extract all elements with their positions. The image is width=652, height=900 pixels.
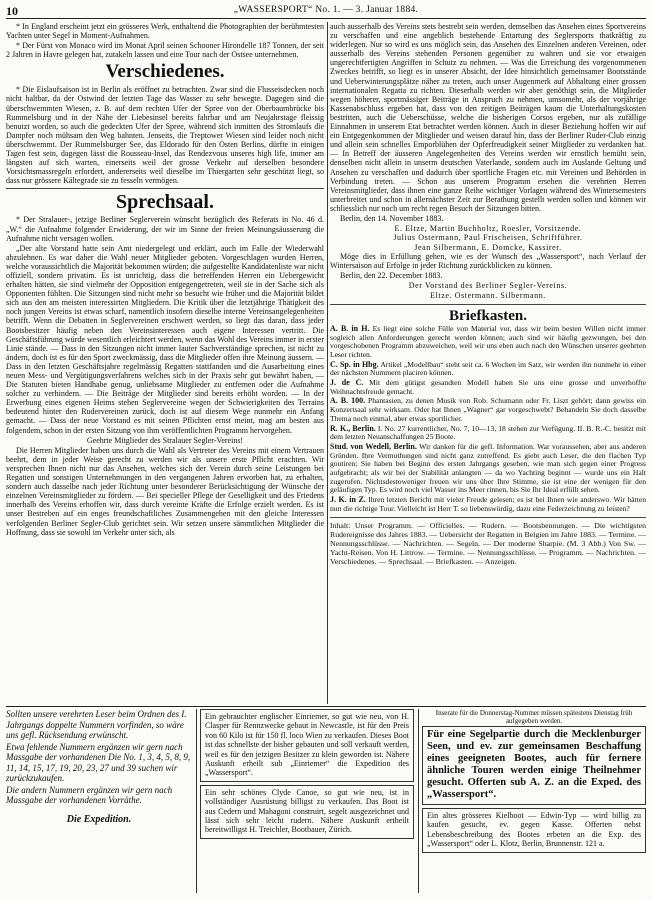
letter-text: Phantasien, zu denen Musik von Rob. Schumann oder Fr. Liszt gehört; dann gewiss ein Konzertsaal sehr wirksam. Oder hat Ihnen „Wagner“ gar vorgeschwebt? Behandeln Sie doch dasselbe Thema noch einmal, aber etwas sportlicher.: [330, 396, 646, 423]
ad-text: Ein sehr schönes Clyde Canoe, so gut wie neu, ist in vollständiger Ausrüstung billigst zu verkaufen. Das Boot ist aus Cedern und Mahagoni construirt, segelt ausgezeichnet und lässt sich sehr leicht rudern. Nähere Auskunft ertheilt bereitwilligst H. Treichler, Bootbauer, Zürich.: [205, 787, 409, 835]
signature-line: Jean Silbermann, E. Domcke, Kassirer.: [414, 242, 562, 252]
letter-item: [330, 325, 646, 360]
letter-text: Es liegt eine solche Fülle von Material vor, dass wir beim besten Willen nicht immer sogleich allen Anforderungen gerecht werden können; auch sind wir häufig gezwungen, bei den vorgeschobenen Programm abzuweichen, weil wir uns eben auch nach den Wünschen unserer geehrten Leser richten.: [330, 323, 646, 359]
salutation: Geehrte Mitglieder des Stralauer Segler-Vereins!: [86, 435, 244, 445]
article-paragraph: Die Herren Mitglieder haben uns durch die Wahl als Vertreter des Vereins mit einem Vertrauen beehrt, dem in jeder Weise gerecht zu werden wir als unsere erste Pflicht erachten. Wir versprechen Ihnen nicht nur das Ansehen, welches sich der Verein durch seine Leistungen bei Regatten und sonstigen Unternehmungen in den vergangenen Jahren erworben hat, zu erhalten, sondern auch dasselbe nach jeder Richtung unter besonderer Berücksichtigung der Wünsche der einzelnen Vereinsmitglieder zu fördern. — Bei specieller Pflege der Geselligkeit und des Friedens innerhalb des Vereins erhoffen wir, dass durch vereinte Kräfte die Erfolge erzielt werden. Es ist unser Bestreben auf ein enges freundschaftliches Zusammengehen mit den gleiche Interessen verfolgenden Berliner Segler-Club gerichtet sein. Wir setzen unsere sämmtlichen Mitglieder die Hoffnung, dass sie sowohl im Verkehr unter sich, als: [6, 445, 324, 537]
news-item: * In England erscheint jetzt ein grösseres Werk, enthaltend die Photographien der berühmtesten Yachten unter Segel in Moment-Aufnahmen.: [6, 22, 324, 41]
ad-segelpartie: [422, 726, 646, 805]
article-paragraph: * Der Stralauer-, jetzige Berliner Seglerverein wünscht bezüglich des Referats in No. 46 d. „W.“ die Aufnahme folgender Erwiderung, der wir im Sinne der freien Meinungsäusserung die Aufnahme nicht versagen wollen.: [6, 215, 324, 243]
letter-item: [330, 496, 646, 513]
letter-item: [330, 397, 646, 423]
dateline: Berlin, den 14. November 1883.: [340, 213, 444, 223]
notice-paragraph: Sollten unsere verehrten Leser beim Ordnen des I. Jahrgangs doppelte Nummern vorfinden, so wäre uns gefl. Rücksendung erwünscht.: [6, 709, 187, 740]
notice-paragraph: Etwa fehlende Nummern ergänzen wir gern nach Massgabe der vorhandenen Die No. 1, 3, 4, 5, 8, 9, 11, 14, 15, 17, 19, 20, 23, 27 und 39 suchen wir zurückzukaufen.: [6, 741, 191, 783]
insertion-deadline-note: Inserate für die Donnerstag-Nummer müssen spätestens Dienstag früh aufgegeben werden.: [435, 709, 633, 725]
ad-text: Ein altes grösseres Kielboot — Edwin-Typ — wird billig zu kaufen gesucht, ev. gegen Kasse. Offerten nebst Lebensbeschreibung des Bootes erbeten an die Exp. des „Wassersport“ oder L. Klotz, Berlin, Brunnenstr. 121 a.: [427, 811, 641, 849]
section-title-sprechsaal: Sprechsaal.: [6, 188, 324, 213]
column-divider: [327, 22, 328, 704]
classified-ads-middle: [200, 709, 419, 893]
letter-recipient: A. B. 100.: [330, 396, 366, 406]
letter-recipient: A. B. in H.: [330, 323, 370, 333]
ad-clyde-canoe: [200, 785, 414, 839]
table-of-contents: Inhalt: Unser Programm. — Officielles. — Rudern. — Bootsbennungen. — Die wichtigsten Rudereignisse des Jahres 1883. — Uebersicht der Regatten in Belgien im Jahre 1883. — Termine. — Nennungsschlüsse. — Nachrichten. — Segeln. — Der moderne Sharpie. (M. 3 Abb.) Von Sw. — Yacht-Reisen. Von H. Littrow. — Termine. — Nennungsschlüsse. — Programm. — Nachrichten. — Verschiedenes. — Sprechsaal. — Briefkasten. — Anzeigen.: [330, 517, 646, 566]
letter-text: I. No. 27 kurrentlicher, No. 7, 10—13, 18 stehen zur Verfügung. II. B. R.-C. besitzt mit dem letzten Neuanschaffungen 25 Boote.: [330, 423, 646, 442]
notice-paragraph: Die andern Nummern ergänzen wir gern nach Massgabe der vorhandenen Vorräthe.: [6, 784, 173, 805]
ad-text: Für eine Segelpartie durch die Mecklenburger Seen, und ev. zur gemeinsamen Beschaffung eines geeigneten Bootes, auch für fernere ähnliche Touren werden einige Theilnehmer gesucht. Offerten sub A. Z. an die Exped. des „Wassersport“.: [427, 729, 641, 800]
signature-line: Julius Ostermann, Paul Frischeisen, Schriftführer.: [393, 233, 583, 243]
running-title: „WASSERSPORT“ No. 1. — 3. Januar 1884.: [233, 5, 419, 15]
letter-recipient: R. K., Berlin.: [330, 423, 376, 433]
article-paragraph: „Der alte Vorstand hatte sein Amt niedergelegt und erklärt, auch im Falle der Wiederwahl abzulehnen. Es war daher die Wahl neuer Mitglieder geboten. Vorgeschlagen wurden Herren, welche voraussichtlich die Majorität bekommen würden; die aufgestellte Kandidatenliste war nicht offiziell, sondern privatim. Es ist unrichtig, dass die betreffenden Herren ein Uebergewicht erhalten hätten, sie sind vielmehr der Opposition entgegengetreten, weil sie in der Sache sich als Opponenten fühlten. Die Sitzungen sind nicht mehr so besucht wie früher und die Majorität bildet sich aus den am meisten interessirten Mitgliedern. Die Kritik über die letztjährige Thätigkeit des noch jungen Vereins ist etwas scharf, namentlich insofern dieselbe interne Vereinsangelegenheiten betrifft. Wenn die Debatten in Seglervereinen erschwert werden, so liegt das daran, dass jeder Bootsbesitzer häufig neben den Vereinsinteressen auch eigene Interessen vertritt. Die Geschäftsführung würde wesentlich erleichtert werden, wenn das Wohl des Vereins immer in erster Linie stände. — Dass in den Sitzungen nicht immer lauter Sachverständige sprechen, ist nicht zu ändern, doch ist es für den Sport zweckmässig, dass die Mitglieder offen ihre Meinung äussern. — Dass in den letzten Geschäftsjahre regelmässig Regatten stattfanden und die Ausarbeitung eines neuen Mess- und Vergütigungsverfahrens welches sich in der Praxis sehr gut bewährt haben, — Die Statuten bieten Handhabe genug, unliebsame Mitglieder zu entfernen oder die Aufnahme solcher zu verhindern. — Die Beiträge der Mitglieder sind bereits erhöht worden. — In der Erwerbung eines eigenen Heims stehen Seglervereine wegen der Schwierigkeiten des Terrains bedeutend hinter den Rudervereinen zurück, doch ist auf diesem Wege nunmehr ein Anfang gemacht. — Dass der neue Vorstand es mit seinen Pflichten ernst meint, mag am besten aus folgendem, schon in der ersten Sitzung von ihm veröffentlichten Programm hervorgehen.: [6, 243, 324, 435]
letter-text: Artikel „Modellbau“ steht seit ca. 6 Wochen im Satz, wir werden ihn nunmehr in einer der nächsten Nummern placiren können.: [330, 359, 646, 378]
classified-ads-right: [422, 709, 646, 893]
left-column: [6, 22, 324, 704]
notice-signature: Die Expedition.: [66, 813, 132, 825]
letter-text: Mit dem gütigst gesandten Modell haben Sie uns eine grosse und unverhoffte Weihnachtsfreude gemacht.: [330, 378, 646, 396]
page-header: [6, 4, 646, 19]
dateline: Berlin, den 22. December 1883.: [340, 271, 443, 281]
letter-item: [330, 443, 646, 495]
news-item: * Der Fürst von Monaco wird im Monat April seinen Schooner Hirondelle 187 Tonnen, der seit 2 Jahren in Havre gelegen hat, zutakeln lassen und eine Tour nach der Ostsee unternehmen.: [6, 41, 324, 60]
signature-line: Eltze. Ostermann. Silbermann.: [430, 290, 546, 300]
ad-einriemer: [200, 709, 414, 782]
letter-text: Wir danken für die gefl. Information. War voraussehen, aber aus anderen Gründen. Ihre Vermuthungen sind nicht ganz zutreffend. Es giebt auch Leser, die den flachen Typ goutiren; Sie haben bei Beginn des ersten Jahrgangs gesehen, wie man sich gegen einer Progress aufgebracht; als wir bei der Stabilität anlangten — da wo Yachting beginnt — wurde uns ein Halt zugerufen. Nichtsdestoweniger freuen wir uns über Ihre Stimme, sie ist eine der wenigen für den geläufigen Typ. Es wird noch viel Wasser ins Meer rinnen, bis Sie Ihr Ideal erfüllt sehen.: [330, 441, 646, 495]
letter-recipient: J. K. in Z.: [330, 495, 366, 505]
letter-item: [330, 379, 646, 396]
advertisement-area: [6, 706, 646, 895]
signature-line: E. Eltze, Martin Buchholtz, Roesler, Vorsitzende.: [394, 224, 582, 234]
letter-recipient: J. de C.: [330, 378, 364, 388]
article-paragraph: auch ausserhalb des Vereins stets bestrebt sein werden, demselben das Ansehen eines Sportvereins zu verschaffen und eine angeblich bestehende Entartung des Seglersports thatkräftig zu widerlegen. Nur so wird es uns möglich sein, das Ansehen des Einzelnen anderen Vereinen, oder ausserhalb des Vereins stehenden Personen gegenüber zu wahren und sie vor etwaigen ungerechtfertigten Angriffen in Schutz zu nehmen. — Was die Erreichung des vorgenommenen Zweckes betrifft, so liegt es in unserer Absicht, der Idee hinsichtlich gemeinsamer Bootsstände und Ueberwinterungsplätze näher zu treten, auch unser Augenmerk auf Abhaltung einer grossen internationalen Regatta zu richten. Dieserhalb werden wir aber genöthigt sein, die Mitglieder wegen höherer, sportmässiger Beiträge in Anspruch zu nehmen, umsomehr, als der vorjährige Kassenabschluss ergeben hat, dass von den zeitigen Beiträgen kaum die Unterhaltungskosten bestritten, auch die Ueberschüsse, welche die bisherigen Corsos ergeben, nur als zufällige Einnahmen in unserem Etat betrachtet werden können. Auch in dieser Beziehung hoffen wir auf ein Entgegenkommen der Mitglieder und weisen darauf hin, dass der Berliner Ruder-Club einzig und allein sein schnelles Emporblühen der Opferfreudigkeit seiner Mitglieder zu verdanken hat. — In Betreff der äusseren Angelegenheiten des Vereins werden wir ernstlich bemüht sein, denselben nicht allein in unserm deutschen Vaterlande, sondern auch im Auslande Geltung und Ansehen zu verschaffen und dadurch über sportliche Fragen etc. mit Vereinen und Behörden in Verbindung treten. — Schon aus unserem Programm ersehen die verehrten Herren Vereinsmitglieder, dass ihnen eine ganze Reihe wichtiger Vorlagen während des Wintersemesters unterbreitet und schon in allernächster Zeit zur Berathung gestellt werden sollen und können wir schliesslich nur noch um recht regen Besuch der Sitzungen bitten.: [330, 22, 646, 213]
editorial-note: Möge dies in Erfüllung gehen, wie es der Wunsch des „Wassersport“, nach Verlauf der Wintersaison auf Erfolge in jeder Richtung zurückblicken zu können.: [330, 251, 646, 271]
article-paragraph: * Die Eislaufsaison ist in Berlin als eröffnet zu betrachten. Zwar sind die Flusseisdecken noch nicht haltbar, da der Ostwind der letzten Tage das Wasser zu sehr bewegte. Dagegen sind die überschwemmten Wiesen, z. B. auf dem rechten Ufer der Spree von der Oberbaumbrücke bis Rummelsburg und in der Nähe der Liebesinsel bereits fahrbar und am Neujahrstage fleissig benutzt worden, so auch die gedeckten Ufer der Spree, während sich inmitten des Stromlaufs die Dampfer noch mühsam den Weg bahnten. Jenseits, die Treptower Wiesen sind leider noch nicht überschwemmt. Der Rummelsburger See, das Eldorado für den Osten Berlins, dürfte in einigen Tagen fest sein, dagegen lässt die Rousseau-Insel, das Rendezvous unseres high life, immer am längsten auf sich warten, einerseits weil der grosse Verkehr auf derselben besondere Vorsichtsmassregeln erfordert, andererseits weil dieselbe im Thiergarten sehr geschützt liegt, so dass nur grössere Kältegrade sie zu fesseln vermögen.: [6, 85, 324, 186]
right-column: [330, 22, 646, 704]
letter-item: [330, 425, 646, 442]
letter-item: [330, 361, 646, 378]
ad-kielboot: [422, 808, 646, 853]
letter-recipient: Stud. von Wedell, Berlin.: [330, 441, 417, 451]
signature-line: Der Vorstand des Berliner Segler-Vereins.: [408, 281, 568, 291]
letter-recipient: C. Sp. in Hbg.: [330, 359, 379, 369]
section-title-briefkasten: Briefkasten.: [330, 304, 646, 325]
page-number: 10: [6, 4, 18, 18]
expedition-notice: [6, 709, 197, 893]
letter-text: Ihren letzten Bericht mit vieler Freude gelesen; es ist bei Ihnen wie anderswo. Wir hätten nun die richtige Tour. Vielleicht ist Herr T. so liebenswürdig, dazu eine Federzeichnung zu leisten?: [330, 495, 646, 513]
ad-text: Ein gebrauchter englischer Einriemer, so gut wie neu, von H. Clasper für Rennzwecke gebaut in Newcastle, ist für den Preis von 60 Kilo ist für 150 fl. loco Wien zu verkaufen. Dieses Boot ist das schnellste der bisher gebauten und soll verkauft werden, weil es für den jetzigen Besitzer zu klein geworden ist. Nähere Auskunft erheilt sub „Einriemer“ die Expedition des „Wassersport“.: [205, 712, 409, 778]
section-title-verschiedenes: Verschiedenes.: [105, 61, 225, 83]
